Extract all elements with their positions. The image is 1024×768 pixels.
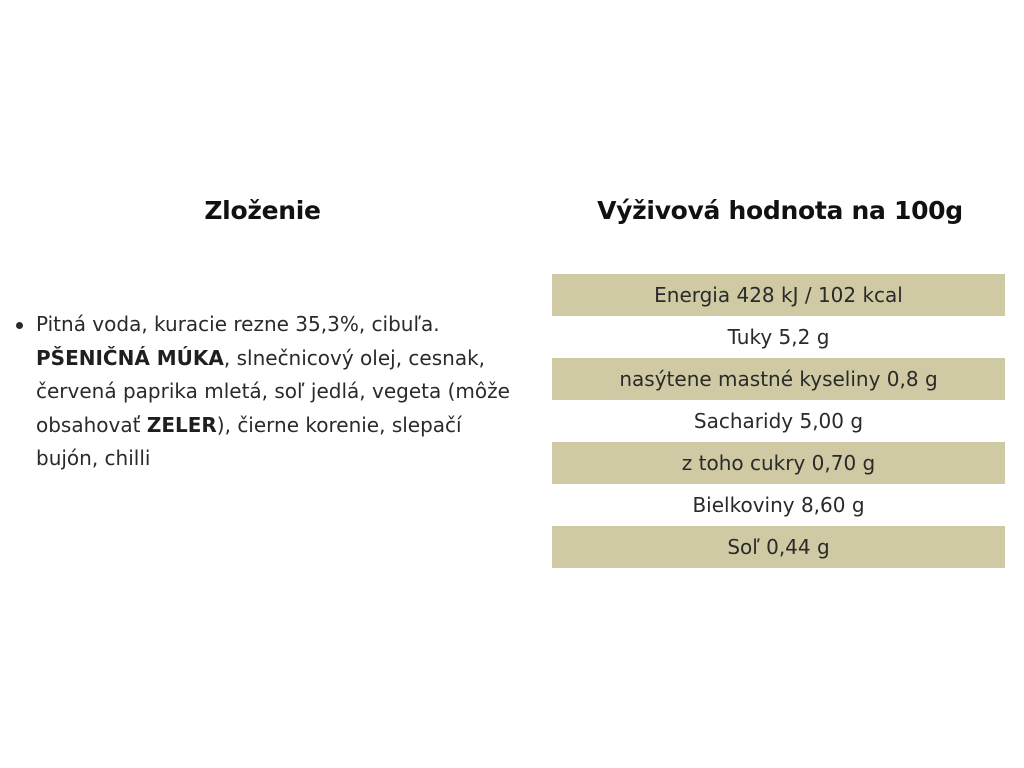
bullet-icon [16, 322, 23, 329]
nutrition-row-energy [552, 274, 1005, 316]
nutrition-value: Sacharidy 5,00 g [693, 409, 864, 433]
nutrition-table [552, 274, 1005, 568]
nutrition-row-sugars [552, 442, 1005, 484]
nutrition-heading: Výživová hodnota na 100g [597, 196, 963, 225]
nutrition-value: Bielkoviny 8,60 g [692, 493, 865, 517]
allergen-wheat-flour: PŠENIČNÁ MÚKA [36, 345, 224, 370]
nutrition-row-carbohydrates [552, 400, 1005, 442]
nutrition-value: Tuky 5,2 g [727, 325, 830, 349]
nutrition-value: Energia 428 kJ / 102 kcal [654, 283, 903, 307]
ingredients-text-part: Pitná voda, kuracie rezne 35,3%, cibuľa. [36, 312, 440, 336]
nutrition-row-salt [552, 526, 1005, 568]
ingredients-text-part: , slnečnicový olej, cesnak, červená paprika mletá, soľ jedlá, vegeta (môže obsahovať [36, 345, 510, 437]
ingredients-text-part: ), čierne korenie, slepačí bujón, chilli [36, 412, 462, 470]
nutrition-value: z toho cukry 0,70 g [681, 451, 876, 475]
allergen-celery: ZELER [146, 412, 217, 437]
nutrition-row-fat [552, 316, 1005, 358]
nutrition-value: nasýtene mastné kyseliny 0,8 g [619, 367, 938, 391]
ingredients-list [14, 308, 522, 476]
ingredients-text [14, 308, 522, 476]
nutrition-row-saturated-fat [552, 358, 1005, 400]
ingredients-heading: Zloženie [204, 196, 321, 225]
nutrition-value: Soľ 0,44 g [727, 535, 830, 559]
nutrition-row-protein [552, 484, 1005, 526]
